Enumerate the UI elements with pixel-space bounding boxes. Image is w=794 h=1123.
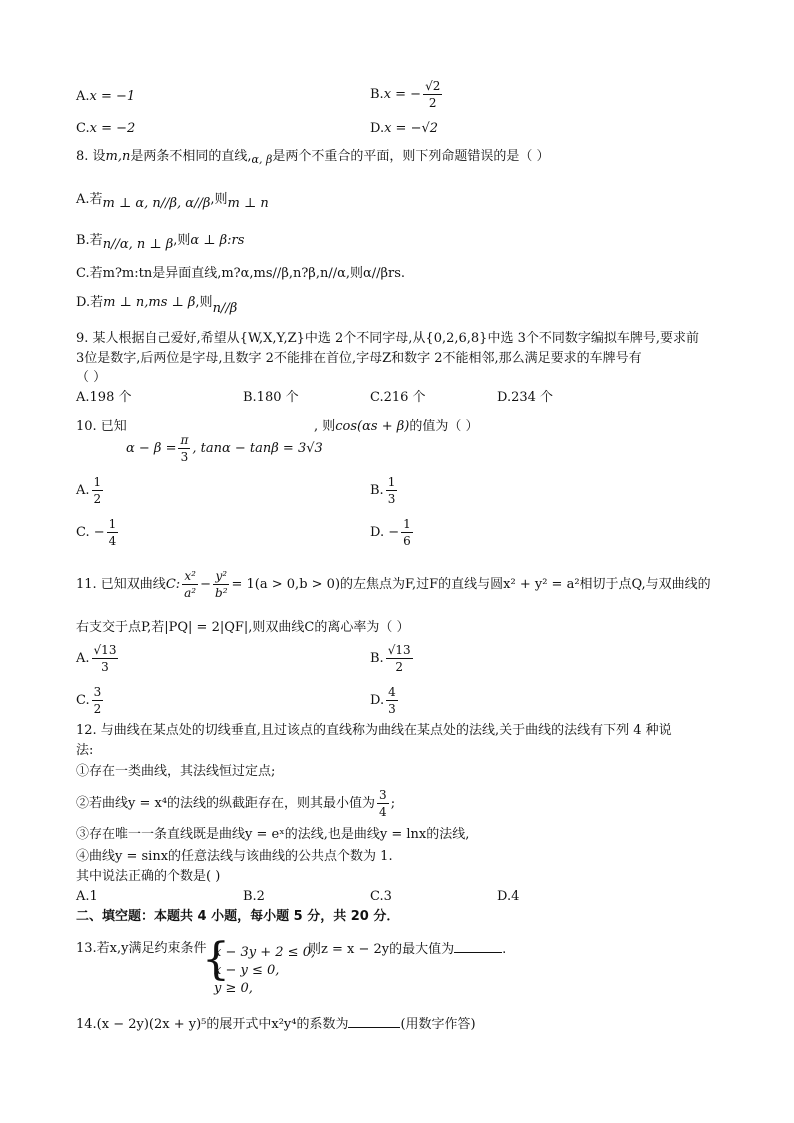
numerator: x²: [184, 569, 196, 583]
q8-option-b: [76, 232, 244, 250]
q12-option-c: C.3: [370, 889, 392, 904]
q9-line-2: 3位是数字,后两位是字母,且数字 2不能排在首位,字母Z和数字 2不能相邻,那么满足要求的车牌号有: [76, 351, 642, 366]
q10-option-a: [76, 474, 105, 507]
section-title-fill-in: 二、填空题：本题共 4 小题，每小题 5 分，共 20 分．: [76, 909, 400, 924]
fraction: [386, 684, 398, 717]
denominator: 4: [379, 805, 387, 819]
q12-statement-3: ③存在唯一一条直线既是曲线y = eˣ的法线,也是曲线y = lnx的法线,: [76, 827, 470, 842]
q13-brace: {: [202, 934, 230, 985]
text: B.若: [76, 233, 103, 248]
q7-option-d-expr: x = −√2: [384, 121, 439, 136]
math: α − β =: [126, 441, 177, 456]
denominator: 2: [93, 492, 102, 506]
denominator: 2: [93, 702, 102, 716]
q11-option-a: [76, 642, 120, 675]
q12-line-1: 12. 与曲线在某点处的切线垂直,且过该点的直线称为曲线在某点处的法线,关于曲线的法线有下列 4 种说: [76, 723, 672, 738]
q7-option-c-expr: x = −2: [89, 121, 136, 136]
q9-option-b: B.180 个: [243, 390, 299, 405]
label: C. −: [76, 525, 105, 540]
q12-option-b: B.2: [243, 889, 265, 904]
numerator: 3: [379, 788, 387, 802]
q10-stem-end: [314, 418, 478, 436]
q7-option-a-expr: x = −1: [89, 89, 136, 104]
math: , tanα − tanβ = 3√3: [192, 441, 323, 456]
q7-option-b-label: B.: [370, 87, 384, 102]
q13-stem-start: 13.若x,y满足约束条件: [76, 941, 207, 956]
numerator: 1: [108, 517, 117, 531]
label: D. −: [370, 525, 400, 540]
fraction: [377, 787, 389, 820]
text: 的值为（ ）: [409, 419, 479, 434]
q14-answer-blank[interactable]: [348, 1015, 400, 1028]
label: B.: [370, 483, 384, 498]
q12-statement-1: ①存在一类曲线，其法线恒过定点;: [76, 764, 276, 779]
numerator: 1: [403, 517, 411, 531]
fraction: [182, 568, 198, 601]
text: 是两条不相同的直线,: [130, 149, 252, 164]
q13-constraint-2: x − y ≤ 0,: [214, 963, 280, 978]
denominator: 3: [101, 660, 109, 674]
q11-stem: [76, 568, 711, 601]
denominator: 2: [428, 96, 437, 110]
fraction: [401, 516, 413, 549]
q11-option-b: [370, 642, 415, 675]
q11-option-d: [370, 684, 400, 717]
label: C.: [76, 693, 90, 708]
denominator: 6: [403, 534, 411, 548]
q13-constraint-1: x − 3y + 2 ≤ 0,: [214, 945, 316, 960]
q13-answer-blank[interactable]: [454, 940, 502, 953]
label: D.: [370, 693, 385, 708]
q7-option-d: [370, 120, 438, 138]
numerator: 3: [93, 685, 102, 699]
q10-option-c: [76, 516, 120, 549]
q9-line-1: 9. 某人根据自己爱好,希望从{W,X,Y,Z}中选 2个不同字母,从{0,2,6,8}中选 3个不同数字编拟车牌号,要求前: [76, 331, 699, 346]
text: = 1(a > 0,b > 0)的左焦点为F,过F的直线与圆x² + y² = a²相切于点Q,与双曲线的: [231, 577, 711, 592]
math: m,n: [105, 149, 131, 164]
numerator: √13: [387, 643, 411, 657]
label: A.: [76, 483, 90, 498]
fraction: [92, 642, 119, 675]
label: B.: [370, 651, 384, 666]
text: A.若: [76, 192, 103, 207]
text: , 则: [314, 419, 336, 434]
q13-stem-end: [308, 940, 506, 959]
math: m ⊥ n,ms ⊥ β: [103, 295, 196, 310]
text: (用数字作答): [400, 1017, 476, 1032]
q11-line-2: 右支交于点P,若|PQ| = 2|QF|,则双曲线C的离心率为（ ）: [76, 620, 410, 635]
q7-option-b: [370, 78, 444, 111]
q9-option-d: D.234 个: [497, 390, 554, 405]
text: ,则: [173, 233, 191, 248]
fraction: [386, 642, 413, 675]
q9-option-c: C.216 个: [370, 390, 426, 405]
math: n//β: [212, 301, 238, 316]
q7-option-a: [76, 88, 135, 106]
math: m ⊥ α, n//β, α//β: [102, 196, 211, 211]
q14-stem: [76, 1015, 476, 1034]
q8-option-c: [76, 265, 405, 283]
text: D.若: [76, 295, 104, 310]
q10-option-d: [370, 516, 415, 549]
numerator: 1: [93, 475, 102, 489]
label: A.: [76, 651, 90, 666]
numerator: 4: [388, 685, 396, 699]
q12-option-d: D.4: [497, 889, 520, 904]
text: 11. 已知双曲线: [76, 577, 166, 592]
denominator: b²: [215, 586, 228, 600]
q8-option-d: [76, 294, 238, 316]
math: α ⊥ β:rs: [190, 233, 245, 248]
q9-option-a: A.198 个: [76, 390, 132, 405]
denominator: 3: [180, 450, 189, 464]
text: ,则: [195, 295, 213, 310]
fraction: [386, 474, 398, 507]
fraction: [178, 432, 190, 465]
q10-option-b: [370, 474, 399, 507]
denominator: 4: [108, 534, 117, 548]
numerator: √13: [93, 643, 117, 657]
q7-option-c: [76, 120, 135, 138]
operator: −: [200, 577, 212, 592]
text: 14.(x − 2y)(2x + y)⁵的展开式中x²y⁴的系数为: [76, 1017, 349, 1032]
text: ,则: [210, 192, 228, 207]
numerator: y²: [215, 569, 228, 583]
math: C:: [165, 577, 181, 592]
q7-option-b-expr: x = −: [383, 87, 422, 102]
fraction: [92, 684, 104, 717]
math: α, β: [251, 153, 273, 166]
math: cos(αs + β): [335, 419, 410, 434]
text: 8. 设: [76, 149, 106, 164]
text: 是两个不重合的平面，则下列命题错误的是（ ）: [272, 149, 550, 164]
text: ;: [390, 796, 396, 811]
q7-option-d-label: D.: [370, 121, 385, 136]
denominator: 3: [388, 702, 396, 716]
q12-question: 其中说法正确的个数是( ): [76, 869, 221, 884]
q7-option-b-fraction: [423, 78, 442, 111]
numerator: 1: [387, 475, 396, 489]
q13-constraint-3: y ≥ 0,: [214, 981, 253, 996]
text: ②若曲线y = x⁴的法线的纵截距存在，则其最小值为: [76, 796, 376, 811]
fraction: [92, 474, 104, 507]
q12-statement-2: [76, 787, 395, 820]
q12-statement-4: ④曲线y = sinx的任意法线与该曲线的公共点个数为 1.: [76, 849, 393, 864]
numerator: π: [180, 433, 189, 447]
text: C.若m?m:tn是异面直线,m?α,ms//β,n?β,n//α,则α//βrs.: [76, 266, 406, 281]
text: .: [502, 942, 507, 957]
q11-option-c: [76, 684, 105, 717]
q7-option-c-label: C.: [76, 121, 90, 136]
denominator: a²: [184, 586, 197, 600]
q9-line-3: （ ）: [76, 370, 107, 385]
math: n//α, n ⊥ β: [102, 237, 174, 252]
math: m ⊥ n: [227, 196, 269, 211]
q12-option-a: A.1: [76, 889, 98, 904]
q10-stem-start: 10. 已知: [76, 419, 127, 434]
q10-condition: [126, 432, 323, 465]
fraction: [213, 568, 230, 601]
q8-stem: [76, 148, 549, 166]
q12-line-2: 法:: [76, 743, 94, 758]
q8-option-a: [76, 191, 269, 209]
q7-option-a-label: A.: [76, 89, 90, 104]
numerator: √2: [425, 79, 441, 93]
denominator: 3: [387, 492, 396, 506]
denominator: 2: [395, 660, 403, 674]
fraction: [107, 516, 119, 549]
text: 则z = x − 2y的最大值为: [308, 942, 455, 957]
